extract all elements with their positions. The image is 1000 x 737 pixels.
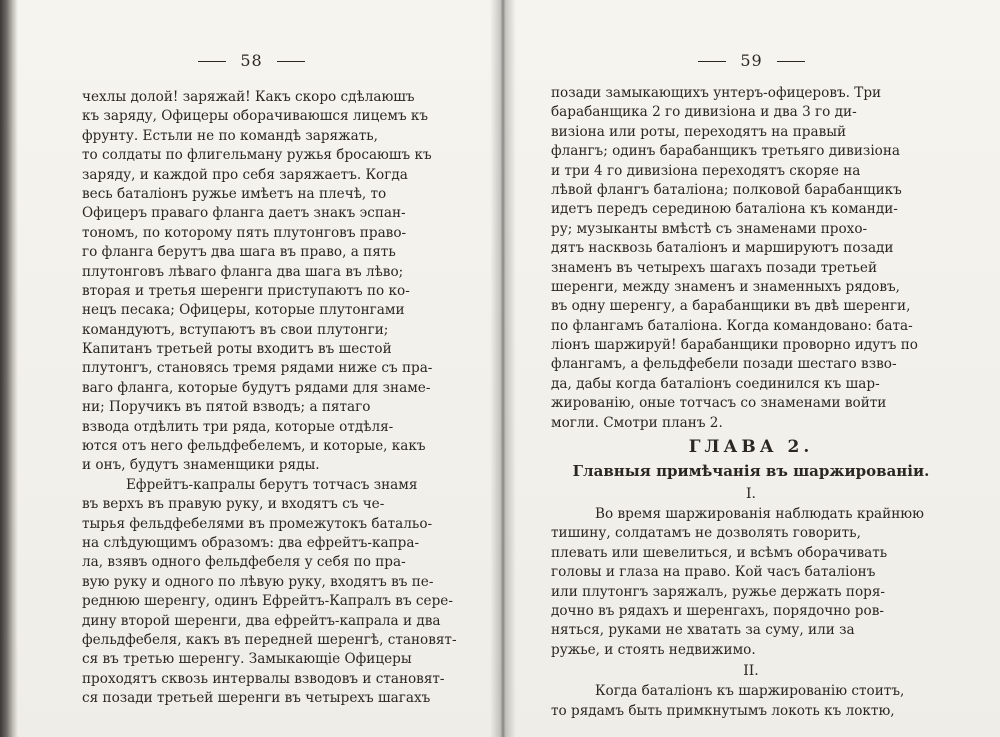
text-line: весь баталіонъ ружье имѣетъ на плечѣ, то	[82, 185, 387, 202]
text-line: флангъ; одинъ барабанщикъ третьяго дивизіона	[551, 143, 901, 160]
text-line: няться, руками не хватать за суму, или за	[551, 622, 855, 639]
text-line: вую руку и одного по лѣвую руку, входятъ въ пе-	[82, 573, 434, 590]
text-line: флангамъ, а фельдфебели позади шестаго взво-	[551, 356, 897, 373]
text-line: ваго фланга, которые будутъ рядами для знаме-	[82, 379, 431, 396]
text-line: знаменъ въ четырехъ шагахъ позади третьей	[551, 259, 878, 276]
text-line: тономъ, по которому пять плутонговъ право-	[82, 224, 407, 241]
paragraph-top	[551, 84, 951, 433]
text-line: лѣвой флангъ баталіона; полковой барабанщикъ	[551, 181, 902, 198]
right-page-text	[551, 84, 951, 721]
text-line: ру; музыканты вмѣстѣ съ знаменами прохо-	[551, 220, 868, 237]
text-line: плевать или шевелиться, и всѣмъ оборачивать	[551, 544, 888, 561]
text-line: то солдаты по флигельману ружья бросаюшъ къ	[82, 147, 432, 164]
text-line: ся позади третьей шеренги въ четырехъ шагахъ	[82, 690, 431, 707]
text-line: къ заряду, Офицеры оборачиваюшся лицемъ къ	[82, 108, 429, 125]
text-line: могли. Смотри планъ 2.	[551, 414, 723, 431]
text-line: Во время шаржированія наблюдать крайнюю	[595, 506, 924, 523]
text-line: да, дабы когда баталіонъ соединился къ шар-	[551, 375, 880, 392]
page-number-right	[503, 51, 1000, 70]
text-line: головы и глаза на право. Кой часъ баталіонъ	[551, 564, 876, 581]
page-number-left	[0, 51, 503, 70]
book-edge-shadow	[0, 0, 18, 737]
text-line: ліонъ шаржируй! барабанщики проворно идутъ по	[551, 337, 918, 354]
text-line: Офицеръ праваго фланга даетъ знакъ эспан-	[82, 205, 406, 222]
text-line: фельдфебеля, какъ въ передней шеренгѣ, становят-	[82, 631, 457, 648]
text-line: взвода отдѣлить три ряда, которые отдѣля-	[82, 418, 394, 435]
section-1-text	[551, 505, 951, 660]
text-line: проходятъ сквозь интервалы взводовъ и становят-	[82, 670, 445, 687]
section-number-2: II.	[743, 663, 759, 680]
text-line: ружье, и стоять недвижимо.	[551, 641, 756, 658]
text-line: на слѣдующимъ образомъ: два ефрейтъ-капра-	[82, 534, 420, 551]
chapter-subtitle: Главныя примѣчанія въ шаржированіи.	[572, 462, 930, 481]
text-line: вторая и третья шеренги приступаютъ по ко-	[82, 282, 410, 299]
text-line: ются отъ него фельдфебелемъ, и которые, какъ	[82, 438, 426, 455]
text-line: плутонгъ, становясь тремя рядами ниже съ пра-	[82, 360, 433, 377]
text-line: Ефрейтъ-капралы берутъ тотчасъ знамя	[126, 476, 418, 493]
text-line: и три 4 го дивизіона переходятъ скоряе на	[551, 162, 861, 179]
text-line: по флангамъ баталіона. Когда командовано: бата-	[551, 317, 913, 334]
text-line: дину второй шеренги, два ефрейтъ-капрала и два	[82, 612, 441, 629]
right-page	[503, 0, 1000, 737]
text-line: дочно въ рядахъ и шеренгахъ, порядочно ров-	[551, 602, 884, 619]
text-line: позади замыкающихъ унтеръ-офицеровъ. Три	[551, 85, 882, 101]
text-line: или плутонгъ заряжалъ, ружье держать поря-	[551, 583, 886, 600]
text-line: Капитанъ третьей роты входитъ въ шестой	[82, 341, 392, 358]
page-number-text: 59	[740, 51, 763, 70]
text-line: Когда баталіонъ къ шаржированію стоитъ,	[595, 683, 905, 700]
text-line: въ верхъ въ правую руку, и входятъ съ че-	[82, 496, 385, 513]
text-line: нецъ песака; Офицеры, которые плутонгами	[82, 302, 405, 319]
text-line: визіона или роты, переходятъ на правый	[551, 123, 847, 140]
text-line: фрунту. Естьли не по командѣ заряжать,	[82, 127, 378, 144]
text-line: ни; Поручикъ въ пятой взводъ; а пятаго	[82, 399, 371, 416]
page-number-text: 58	[240, 51, 263, 70]
left-page-text	[82, 88, 474, 709]
text-line: въ одну шеренгу, а барабанщики въ двѣ шеренги,	[551, 298, 911, 315]
text-line: го фланга берутъ два шага въ право, а пять	[82, 244, 396, 261]
section-2-text	[551, 682, 951, 721]
text-line: заряду, и каждой про себя заряжаетъ. Когда	[82, 166, 408, 183]
text-line: плутонговъ лѣваго фланга два шага въ лѣво;	[82, 263, 404, 280]
text-line: реднюю шеренгу, одинъ Ефрейтъ-Капралъ въ сере-	[82, 593, 453, 610]
chapter-title: ГЛАВА 2.	[688, 437, 814, 458]
text-line: то рядамъ быть примкнутымъ локоть къ локтю,	[551, 702, 895, 719]
section-number-1: I.	[746, 486, 756, 503]
page-number-dash	[777, 61, 805, 62]
text-line: тырья фельдфебелями въ промежутокъ батальо-	[82, 515, 433, 532]
page-number-dash	[198, 61, 226, 62]
text-line: ла, взявъ одного фельдфебеля у себя по пра-	[82, 554, 406, 571]
text-line: жированію, оные тотчасъ со знаменами войти	[551, 395, 887, 412]
page-number-dash	[698, 61, 726, 62]
page-number-dash	[277, 61, 305, 62]
text-line: шеренги, между знаменъ и знаменныхъ рядовъ,	[551, 278, 900, 295]
text-line: и онъ, будутъ знаменщики ряды.	[82, 457, 320, 474]
text-line: командуютъ, вступаютъ въ свои плутонги;	[82, 321, 389, 338]
book-gutter	[490, 0, 516, 737]
text-line: дятъ насквозь баталіонъ и маршируютъ позади	[551, 240, 894, 257]
text-line: чехлы долой! заряжай! Какъ скоро сдѣлаюшъ	[82, 89, 415, 105]
text-line: ся въ третью шеренгу. Замыкающіе Офицеры	[82, 651, 412, 668]
text-line: идетъ передъ серединою баталіона къ команди-	[551, 201, 898, 218]
text-line: барабанщика 2 го дивизіона и два 3 го ди-	[551, 104, 857, 121]
text-line: тишину, солдатамъ не дозволять говорить,	[551, 525, 861, 542]
